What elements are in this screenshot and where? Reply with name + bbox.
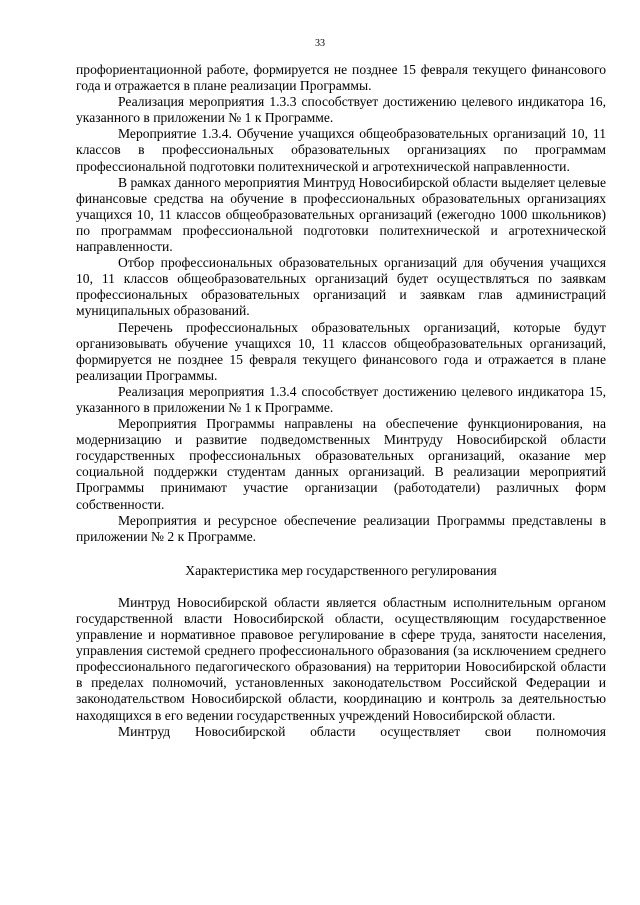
paragraph-ministry-powers: Минтруд Новосибирской области осуществляет свои полномочия [118, 723, 606, 739]
section-heading: Характеристика мер государственного регулирования [185, 562, 497, 578]
paragraph-measure-1-3-3-result: Реализация мероприятия 1.3.3 способствует достижению целевого индикатора 16, указанного в приложении № 1 к Программе. [76, 94, 606, 126]
paragraph-resources: Мероприятия и ресурсное обеспечение реализации Программы представлены в приложении № 2 к Программе. [76, 512, 606, 544]
paragraph-funding: В рамках данного мероприятия Минтруд Новосибирской области выделяет целевые финансовые средства на обучение в профессиональных образовательных организациях учащихся 10, 11 классов общеобразовательных организаций (ежегодно 1000 школьников) по программам профессиональной подготовки политехнической и агротехнической направленности. [76, 174, 606, 255]
paragraph-measure-1-3-4-result: Реализация мероприятия 1.3.4 способствует достижению целевого индикатора 15, указанного в приложении № 1 к Программе. [76, 383, 606, 415]
paragraph-continuation: профориентационной работе, формируется не позднее 15 февраля текущего финансового года и отражается в плане реализации Программы. [76, 62, 606, 94]
paragraph-selection: Отбор профессиональных образовательных организаций для обучения учащихся 10, 11 классов общеобразовательных организаций будет осуществляться по заявкам профессиональных образовательных организаций и заявкам глав администраций муниципальных образований. [76, 255, 606, 319]
document-body [76, 62, 606, 740]
paragraph-list-of-organizations: Перечень профессиональных образовательных организаций, которые будут организовывать обучение учащихся 10, 11 классов общеобразовательных организаций, формируется не позднее 15 февраля текущего финансового года и отражается в плане реализации Программы. [76, 319, 606, 383]
paragraph-program-measures: Мероприятия Программы направлены на обеспечение функционирования, на модернизацию и развитие подведомственных Минтруду Новосибирской области государственных профессиональных образовательных организаций, оказание мер социальной поддержки студентам данных организаций. В реализации мероприятий Программы принимают участие организации (работодатели) различных форм собственности. [76, 416, 606, 512]
paragraph-ministry-role: Минтруд Новосибирской области является областным исполнительным органом государственной власти Новосибирской области, осуществляющим государственное управление и нормативное правовое регулирование в сфере труда, занятости населения, управления системой среднего профессионального образования (за исключением среднего профессионального педагогического образования) на территории Новосибирской области в пределах полномочий, установленных законодательством Российской Федерации и законодательством Новосибирской области, координацию и контроль за деятельностью находящихся в его ведении государственных учреждений Новосибирской области. [76, 594, 606, 723]
page-number: 33 [315, 38, 325, 49]
paragraph-measure-1-3-4: Мероприятие 1.3.4. Обучение учащихся общеобразовательных организаций 10, 11 классов в профессиональных образовательных организациях по программам профессиональной подготовки политехнической и агротехнической направленности. [76, 126, 606, 174]
